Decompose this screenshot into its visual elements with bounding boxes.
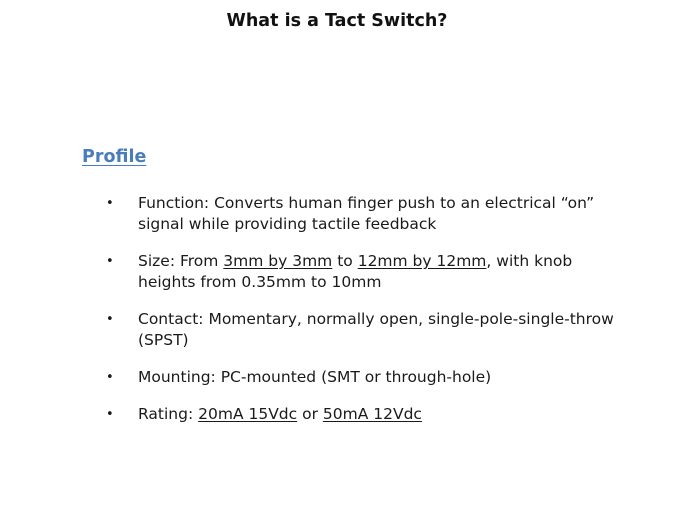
bullet-text-mounting xyxy=(138,367,625,388)
bullet-item-rating xyxy=(105,404,625,425)
bullet-icon: • xyxy=(106,370,114,385)
rating-prefix: Rating: xyxy=(138,405,199,423)
mounting-text: Mounting: PC-mounted (SMT or through-hole) xyxy=(138,368,492,386)
bullet-item-contact xyxy=(105,309,625,351)
size-max-link[interactable]: 12mm by 12mm xyxy=(357,252,487,270)
slide-title: What is a Tact Switch? xyxy=(226,11,448,31)
size-connector: to xyxy=(332,252,358,270)
size-prefix: Size: From xyxy=(138,252,224,270)
bullet-text-contact xyxy=(138,309,625,351)
size-suffix: , with knob heights from 0.35mm to 10mm xyxy=(138,252,573,291)
rating-high-link[interactable]: 50mA 12Vdc xyxy=(322,405,422,423)
rating-low-link[interactable]: 20mA 15Vdc xyxy=(198,405,298,423)
bullet-item-mounting xyxy=(105,367,625,388)
bullet-icon: • xyxy=(106,407,114,422)
rating-connector: or xyxy=(297,405,323,423)
bullet-text-function xyxy=(138,193,625,235)
bullet-item-size xyxy=(105,251,625,293)
bullet-text-rating xyxy=(138,404,625,425)
bullet-text-size xyxy=(138,251,625,293)
section-heading-profile-link[interactable]: Profile xyxy=(82,147,147,167)
function-text: Function: Converts human finger push to an electrical “on” signal while providing tactile feedback xyxy=(138,194,595,233)
bullet-icon: • xyxy=(106,254,114,269)
bullet-icon: • xyxy=(106,312,114,327)
bullet-icon: • xyxy=(106,196,114,211)
bullet-item-function xyxy=(105,193,625,235)
bullet-list xyxy=(105,193,625,441)
contact-text: Contact: Momentary, normally open, single-pole-single-throw (SPST) xyxy=(138,310,614,349)
size-min-link[interactable]: 3mm by 3mm xyxy=(223,252,333,270)
